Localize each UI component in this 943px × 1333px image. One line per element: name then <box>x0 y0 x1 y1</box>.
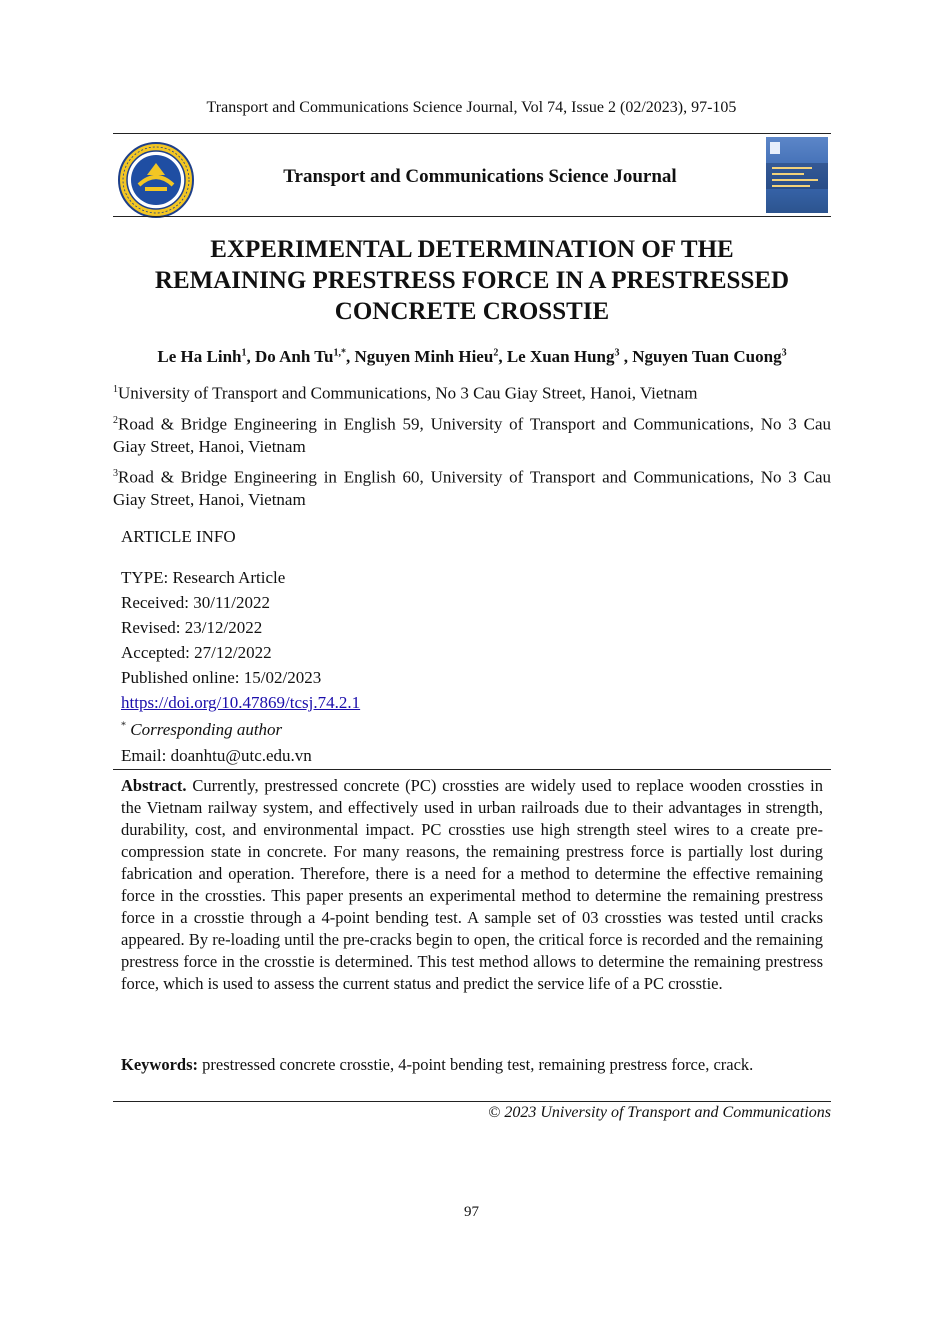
revised-date: Revised: 23/12/2022 <box>121 618 263 637</box>
copyright-notice: © 2023 University of Transport and Communications <box>488 1104 831 1121</box>
abstract <box>121 775 823 995</box>
journal-cover-thumbnail <box>766 137 828 213</box>
title-line: CONCRETE CROSSTIE <box>334 298 610 325</box>
author-affiliation-mark: 1 <box>241 347 247 359</box>
author-name: Le Xuan Hung <box>506 347 615 366</box>
author-name: Nguyen Tuan Cuong <box>632 347 782 366</box>
journal-masthead-title: Transport and Communications Science Journal <box>283 166 677 187</box>
abstract-rule-top <box>113 769 831 770</box>
keywords-label: Keywords: <box>121 1055 198 1074</box>
published-date: Published online: 15/02/2023 <box>121 668 322 687</box>
title-line: EXPERIMENTAL DETERMINATION OF THE <box>210 236 734 263</box>
keywords-text: prestressed concrete crosstie, 4-point bending test, remaining prestress force, crack. <box>198 1055 754 1074</box>
author-name: Do Anh Tu <box>255 347 334 366</box>
author-name: Le Ha Linh <box>157 347 242 366</box>
author-list: Le Ha Linh$^1$, Do Anh $Tu^{1,*}$, Nguyen Minh Hieu$^2$, Le Xuan Hung$^3$ , Nguyen Tuan Cuong$^3$ <box>157 347 787 366</box>
accepted-date: Accepted: 27/12/2022 <box>121 643 272 662</box>
affiliation-3: $^3$Road & Bridge Engineering in English 60, University of Transport and Communications, No 3 Cau Giay Street, Hanoi, Vietnam <box>113 467 831 509</box>
abstract-text: Currently, prestressed concrete (PC) crossties are widely used to replace wooden crossties in the Vietnam railway system, and effectively used in urban railroads due to their advantages in strength, durability, cost, and environmental impact. PC crossties use high strength steel wires to a create pre-compression state in concrete. For many reasons, the remaining prestress force is partially lost during fabrication and operation. Therefore, there is a need for a method to determine the effective remaining force in the crossties. This paper presents an experimental method to determine the remaining prestress force in a crosstie through a 4-point bending test. A sample set of 03 crossties was tested until cracks appeared. By re-loading until the pre-cracks begin to open, the critical force is recorded and the remaining prestress force in the crosstie is determined. This test method allows to determine the remaining prestress force, which is used to assess the current status and predict the service life of a PC crosstie. <box>121 776 823 993</box>
abstract-rule-bottom <box>113 1101 831 1102</box>
abstract-label: Abstract. <box>121 776 187 795</box>
header-rule-bottom <box>113 216 831 217</box>
affiliation-1: $^1$University of Transport and Communications, No 3 Cau Giay Street, Hanoi, Vietnam <box>113 383 698 403</box>
article-type: TYPE: Research Article <box>121 568 286 587</box>
running-header: Transport and Communications Science Journal, Vol 74, Issue 2 (02/2023), 97-105 <box>206 99 737 116</box>
corresponding-author-note: * Corresponding author <box>121 720 283 739</box>
author-affiliation-mark: 2 <box>493 347 499 359</box>
title-line: REMAINING PRESTRESS FORCE IN A PRESTRESSED <box>154 267 790 294</box>
article-info-heading: ARTICLE INFO <box>121 527 236 546</box>
author-name: Nguyen Minh Hieu <box>354 347 494 366</box>
author-affiliation-mark: 3 <box>614 347 620 359</box>
received-date: Received: 30/11/2022 <box>121 593 271 612</box>
keywords <box>121 1054 823 1076</box>
author-affiliation-mark: 3 <box>781 347 787 359</box>
author-affiliation-mark: 1,* <box>333 347 346 359</box>
affiliation-2: $^2$Road & Bridge Engineering in English 59, University of Transport and Communications, No 3 Cau Giay Street, Hanoi, Vietnam <box>113 414 831 456</box>
doi-link[interactable]: https://doi.org/10.47869/tcsj.74.2.1 <box>121 693 361 712</box>
corresponding-email: Email: doanhtu@utc.edu.vn <box>121 746 312 765</box>
university-seal-logo <box>117 141 195 219</box>
paper-title <box>113 234 831 327</box>
header-rule-top <box>113 133 831 134</box>
page-number: 97 <box>464 1204 479 1220</box>
